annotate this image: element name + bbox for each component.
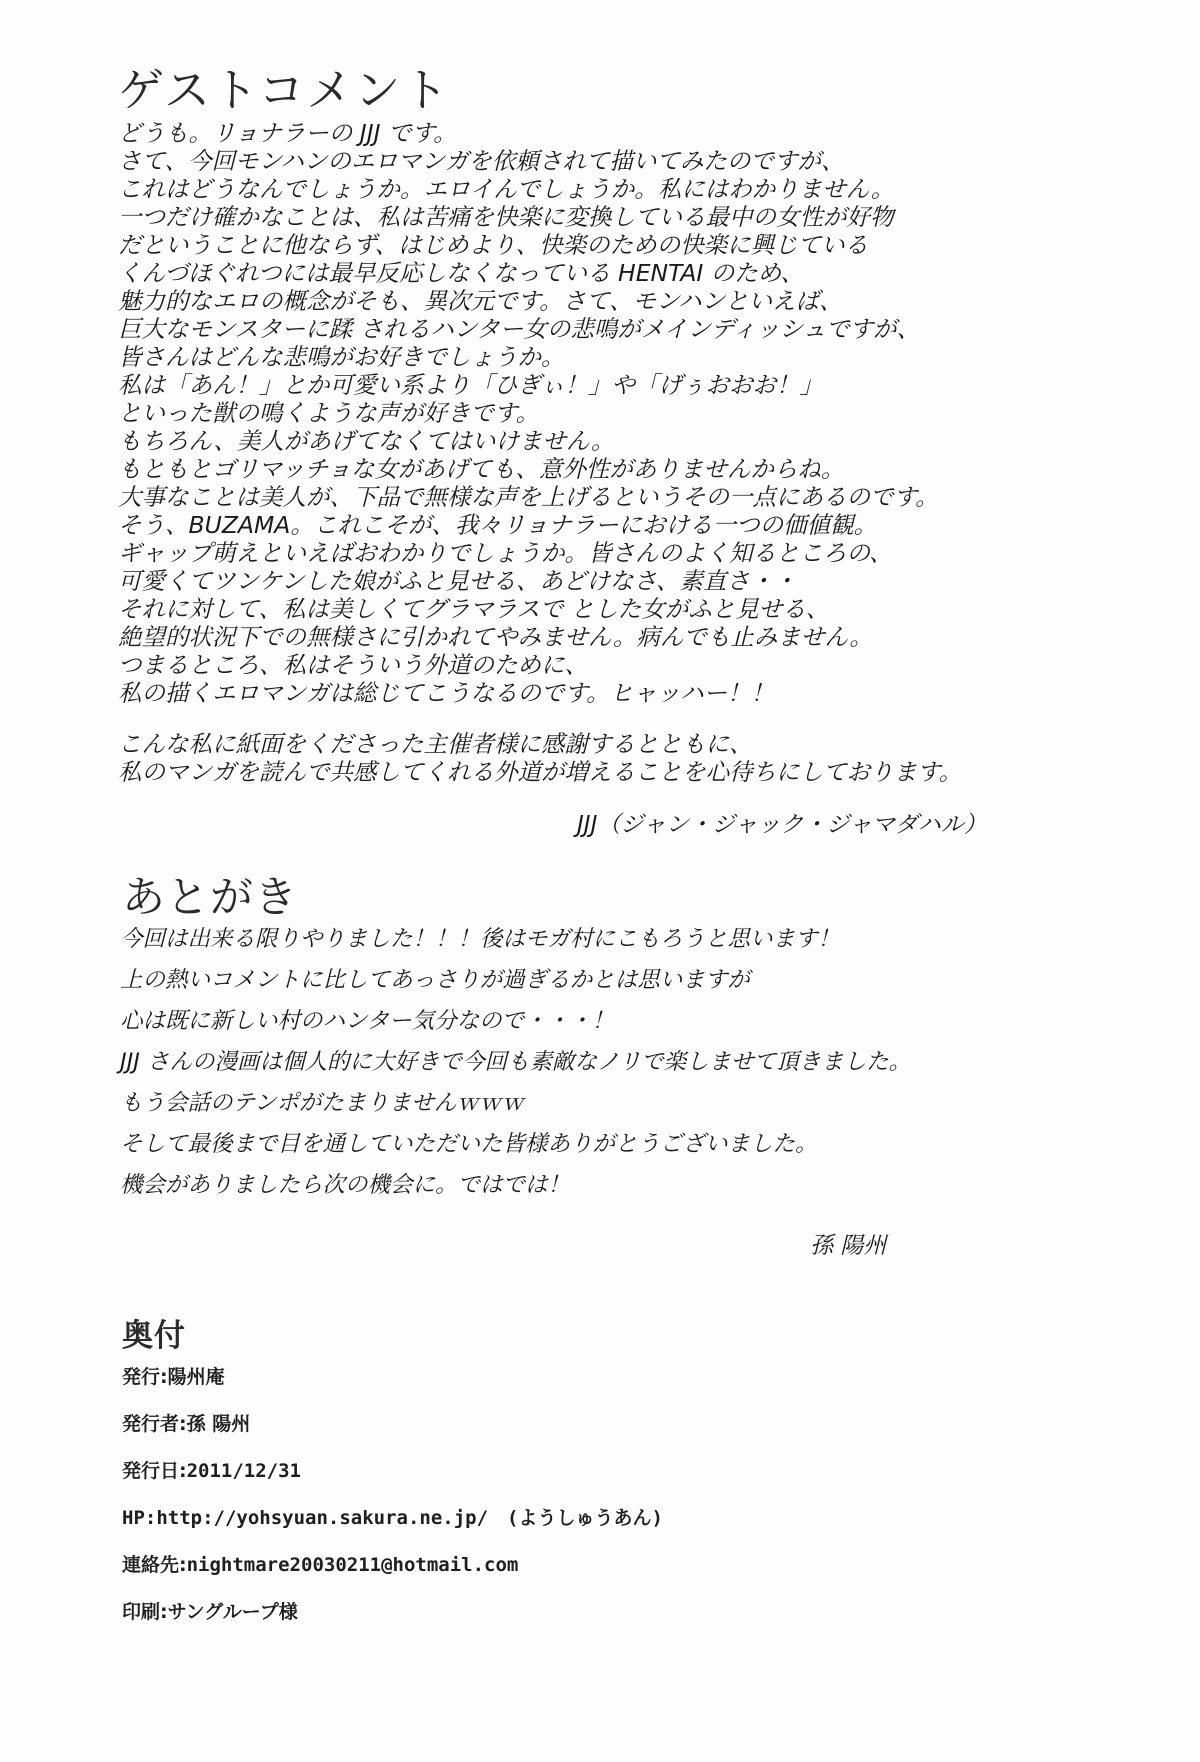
colophon-entry-homepage — [122, 1506, 663, 1530]
colophon-entry-issuer — [122, 1412, 250, 1436]
guest-comment-line: つまるところ、私はそういう外道のために、 — [118, 651, 588, 679]
colophon-label: 印刷: — [122, 1601, 168, 1623]
colophon-heading: 奥付 — [122, 1318, 186, 1354]
colophon-value: サングループ様 — [167, 1601, 298, 1623]
afterword-heading: あとがき — [122, 873, 298, 923]
guest-comment-line: ギャップ萌えといえばおわかりでしょうか。皆さんのよく知るところの、 — [118, 539, 893, 567]
guest-comment-line: 可愛くてツンケンした娘がふと見せる、あどけなさ、素直さ・・ — [118, 567, 797, 595]
colophon-label: HP: — [122, 1507, 157, 1529]
guest-comment-line: 大事なことは美人が、下品で無様な声を上げるというその一点にあるのです。 — [118, 483, 939, 511]
afterword-line: 心は既に新しい村のハンター気分なので・・・！ — [120, 1008, 615, 1034]
afterword-line: 上の熱いコメントに比してあっさりが過ぎるかとは思いますが — [120, 967, 750, 993]
afterword-line: そして最後まで目を通していただいた皆様ありがとうございました。 — [120, 1131, 818, 1157]
guest-comment-line: といった獣の鳴くような声が好きです。 — [118, 399, 540, 427]
guest-comment-line: 私は「あん！」とか可愛い系より「ひぎぃ！」や「げぅおおお！」 — [118, 371, 823, 399]
colophon-label: 発行: — [122, 1366, 168, 1388]
guest-comment-line: そう、BUZAMA。これこそが、我々リョナラーにおける一つの価値観。 — [118, 511, 878, 539]
guest-comment-closing-line: こんな私に紙面をくださった主催者様に感謝するとともに、 — [118, 730, 753, 758]
guest-comment-line: 魅力的なエロの概念がそも、異次元です。さて、モンハンといえば、 — [118, 287, 843, 315]
afterword-signature: 孫 陽州 — [810, 1233, 887, 1259]
afterword-line: もう会話のテンポがたまりませんｗｗｗ — [120, 1090, 524, 1116]
colophon-entry-publisher — [122, 1365, 225, 1389]
colophon-value: 陽州庵 — [167, 1366, 225, 1388]
afterword-line: 機会がありましたら次の機会に。ではでは！ — [120, 1172, 571, 1198]
homepage-link[interactable]: http://yohsyuan.sakura.ne.jp/ (ようしゅうあん) — [156, 1507, 663, 1529]
colophon-label: 連絡先: — [122, 1554, 187, 1576]
guest-comment-closing-line: 私のマンガを読んで共感してくれる外道が増えることを心待ちにしております。 — [118, 758, 963, 786]
colophon-entry-printer — [122, 1600, 298, 1624]
guest-comment-line: 私の描くエロマンガは総じてこうなるのです。ヒャッハー！！ — [118, 679, 775, 707]
colophon-entry-contact — [122, 1553, 518, 1577]
colophon-value: 2011/12/31 — [186, 1460, 301, 1482]
afterword-line: JJJ さんの漫画は個人的に大好きで今回も素敵なノリで楽しませて頂きました。 — [120, 1049, 912, 1075]
guest-comment-line: それに対して、私は美しくてグラマラスで とした女がふと見せる、 — [118, 595, 830, 623]
guest-comment-line: もちろん、美人があげてなくてはいけません。 — [118, 427, 615, 455]
contact-email-link[interactable]: nightmare20030211@hotmail.com — [186, 1554, 519, 1576]
guest-comment-signature: JJJ（ジャン・ジャック・ジャマダハル） — [577, 812, 987, 838]
guest-comment-line: さて、今回モンハンのエロマンガを依頼されて描いてみたのですが、 — [118, 147, 845, 175]
guest-comment-line: 皆さんはどんな悲鳴がお好きでしょうか。 — [118, 343, 565, 371]
guest-comment-line: くんづほぐれつには最早反応しなくなっている HENTAI のため、 — [118, 259, 804, 287]
afterword-line: 今回は出来る限りやりました！！！後はモガ村にこもろうと思います！ — [120, 926, 841, 952]
guest-comment-line: どうも。リョナラーの JJJ です。 — [118, 119, 457, 147]
guest-comment-line: もともとゴリマッチョな女があげても、意外性がありませんからね。 — [118, 455, 845, 483]
guest-comment-heading: ゲストコメント — [118, 63, 451, 117]
guest-comment-line: これはどうなんでしょうか。エロイんでしょうか。私にはわかりません。 — [118, 175, 895, 203]
colophon-entry-date — [122, 1459, 301, 1483]
colophon-value: 孫 陽州 — [186, 1413, 251, 1435]
guest-comment-line: 巨大なモンスターに蹂 されるハンター女の悲鳴がメインディッシュですが、 — [118, 315, 921, 343]
guest-comment-line: だということに他ならず、はじめより、快楽のための快楽に興じている — [118, 231, 869, 259]
colophon-label: 発行日: — [122, 1460, 187, 1482]
guest-comment-line: 一つだけ確かなことは、私は苦痛を快楽に変換している最中の女性が好物 — [118, 203, 894, 231]
colophon-label: 発行者: — [122, 1413, 187, 1435]
guest-comment-line: 絶望的状況下での無様さに引かれてやみません。病んでも止みません。 — [118, 623, 873, 651]
